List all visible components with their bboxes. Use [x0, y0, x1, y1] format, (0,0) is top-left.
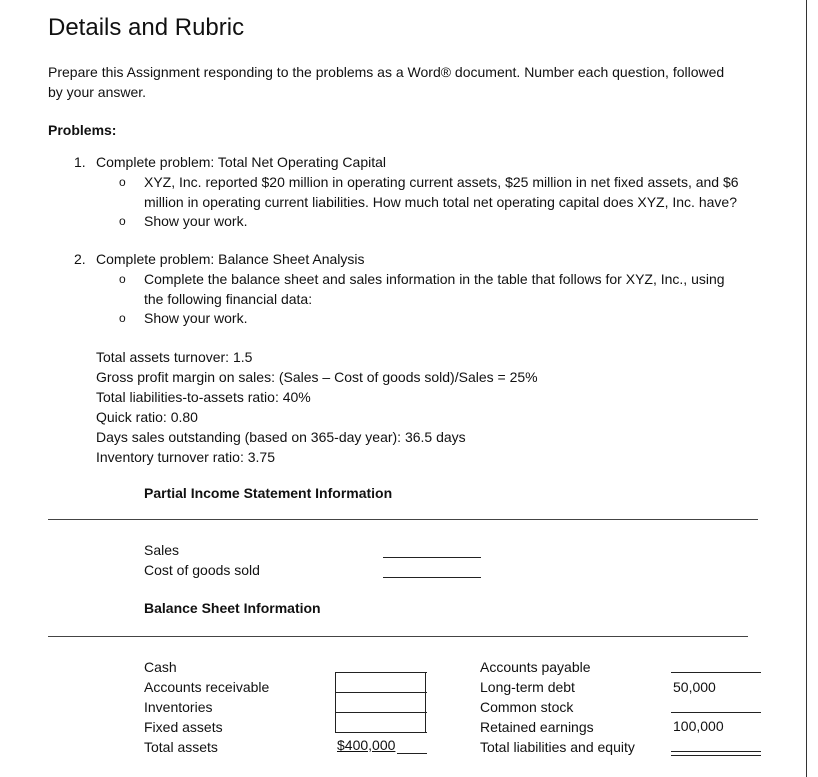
retained-earnings-value: 100,000 [673, 718, 724, 734]
total-assets-value: $400,000 [337, 737, 396, 753]
problem-1-number: 1. [74, 154, 86, 170]
balance-sheet-liabilities-list [480, 657, 635, 757]
financial-data-item: Inventory turnover ratio: 3.75 [96, 449, 275, 465]
financial-data-item: Gross profit margin on sales: (Sales – Cost of goods sold)/Sales = 25% [96, 369, 538, 385]
assets-blank-left-bar [335, 672, 336, 732]
financial-data-item: Total assets turnover: 1.5 [96, 349, 253, 365]
accounts-payable-answer-blank[interactable] [671, 672, 761, 673]
financial-data-item: Quick ratio: 0.80 [96, 409, 198, 425]
common-stock-answer-blank[interactable] [671, 712, 761, 713]
income-row-sales: Sales [144, 542, 180, 558]
financial-data-list [96, 347, 538, 467]
problem-1-bullet-1-line-2: million in operating current liabilities. How much total net operating capital does XYZ, Inc. have? [144, 194, 737, 210]
problem-2-bullet-1-line-2: the following financial data: [144, 291, 313, 307]
problem-1-bullet-1-line-1: XYZ, Inc. reported $20 million in operating current assets, $25 million in net fixed assets, and $6 [144, 174, 739, 190]
fixed-assets-answer-blank[interactable] [335, 732, 427, 733]
assets-blank-right-bar [425, 672, 426, 732]
total-liab-equity-answer-blank[interactable] [671, 751, 761, 752]
assets-row-cash: Cash [144, 659, 177, 675]
problem-2-number: 2. [74, 251, 86, 267]
intro-line-1: Prepare this Assignment responding to the problems as a Word® document. Number each question, followed [48, 64, 725, 80]
income-statement-heading: Partial Income Statement Information [144, 485, 393, 501]
assets-row-receivables: Accounts receivable [144, 679, 270, 695]
problem-1-label: Complete problem: Total Net Operating Capital [96, 154, 387, 170]
page-border [806, 0, 807, 777]
problems-heading: Problems: [48, 122, 117, 138]
financial-data-item: Total liabilities-to-assets ratio: 40% [96, 389, 311, 405]
liabilities-row-accounts-payable: Accounts payable [480, 659, 591, 675]
problem-2-label: Complete problem: Balance Sheet Analysis [96, 251, 365, 267]
assets-row-inventories: Inventories [144, 699, 213, 715]
balance-sheet-heading: Balance Sheet Information [144, 600, 321, 616]
long-term-debt-value: 50,000 [673, 679, 716, 695]
problem-1-bullet-2: Show your work. [144, 213, 248, 229]
financial-data-item: Days sales outstanding (based on 365-day year): 36.5 days [96, 429, 466, 445]
liabilities-row-common-stock: Common stock [480, 699, 574, 715]
liabilities-row-retained-earnings: Retained earnings [480, 719, 594, 735]
income-statement-rule [48, 519, 758, 520]
inventories-answer-blank[interactable] [335, 712, 427, 713]
income-row-cogs: Cost of goods sold [144, 562, 260, 578]
cogs-answer-blank[interactable] [383, 577, 481, 578]
bullet-icon: o [119, 311, 126, 325]
total-assets-underline [397, 753, 427, 754]
liabilities-row-long-term-debt: Long-term debt [480, 679, 575, 695]
problem-2-bullet-1-line-1: Complete the balance sheet and sales information in the table that follows for XYZ, Inc., using [144, 271, 725, 287]
assets-row-fixed-assets: Fixed assets [144, 719, 223, 735]
bullet-icon: o [119, 272, 126, 286]
total-liab-equity-double-underline [671, 755, 761, 756]
page-title: Details and Rubric [48, 14, 245, 41]
bullet-icon: o [119, 214, 126, 228]
assets-row-total-assets: Total assets [144, 739, 218, 755]
problem-2-bullet-2: Show your work. [144, 310, 248, 326]
balance-sheet-rule [48, 636, 748, 637]
receivables-answer-blank[interactable] [335, 692, 427, 693]
intro-line-2: by your answer. [48, 84, 147, 100]
bullet-icon: o [119, 175, 126, 189]
balance-sheet-assets-list [144, 657, 269, 757]
liabilities-row-total-liab-equity: Total liabilities and equity [480, 739, 635, 755]
cash-answer-blank[interactable] [335, 672, 427, 673]
sales-answer-blank[interactable] [383, 557, 481, 558]
intro-paragraph [48, 62, 788, 102]
